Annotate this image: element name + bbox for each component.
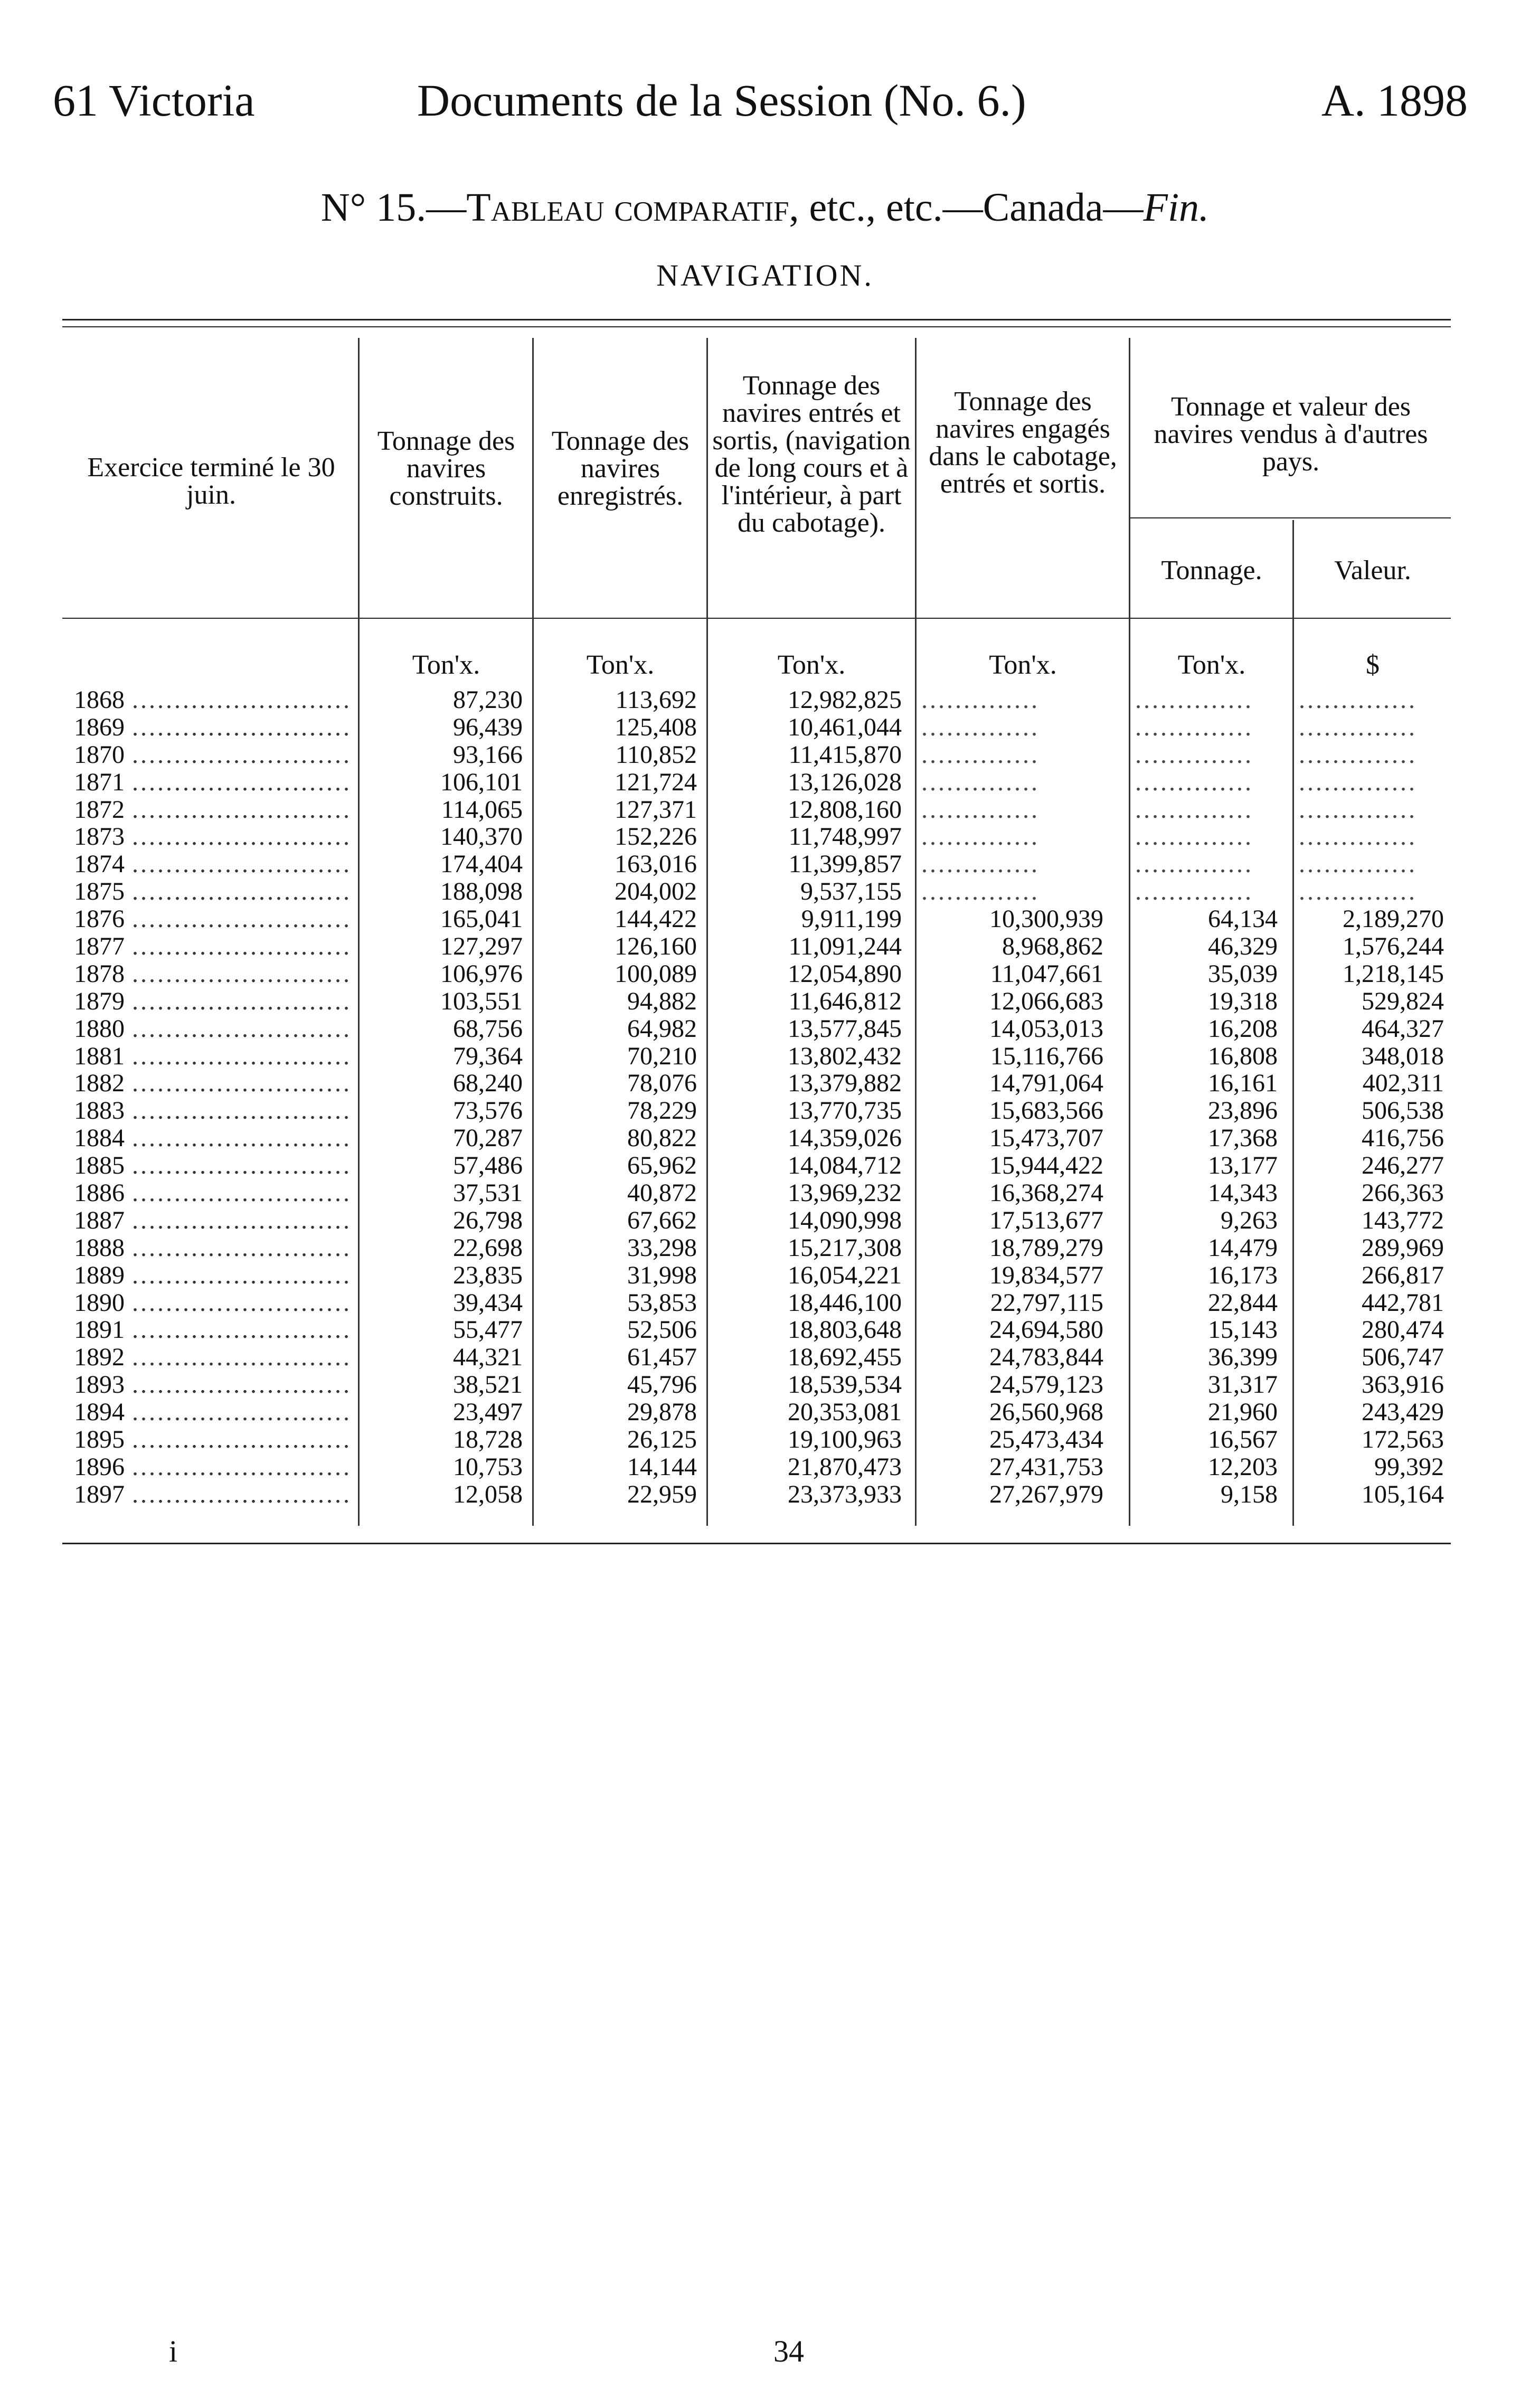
construits-cell: 57,486 — [453, 1152, 523, 1180]
cabotage-cell: 18,789,279 — [989, 1234, 1103, 1262]
enregistres-cell: 113,692 — [615, 686, 697, 714]
construits-cell: 39,434 — [453, 1289, 523, 1317]
leader-dots: .......................... — [132, 1042, 352, 1070]
table-number: N° 15.— — [320, 185, 467, 230]
cabotage-cell: 27,431,753 — [989, 1453, 1103, 1481]
enregistres-cell: 14,144 — [627, 1453, 697, 1481]
header-tonnage: Tonnage. — [1161, 555, 1262, 586]
enregistres-cell: 22,959 — [627, 1480, 697, 1508]
valeur-cell: .............. — [1299, 851, 1417, 879]
cabotage-cell: 27,267,979 — [989, 1480, 1103, 1508]
table-title — [0, 185, 1530, 231]
leader-dots: .......................... — [132, 851, 352, 879]
entres-cell: 13,802,432 — [788, 1042, 902, 1070]
construits-cell: 106,976 — [440, 960, 523, 988]
tonnage-cell: 16,808 — [1208, 1042, 1278, 1070]
running-head — [53, 74, 1468, 132]
construits-cell: 87,230 — [453, 686, 523, 714]
valeur-cell: .............. — [1299, 796, 1417, 824]
enregistres-cell: 53,853 — [627, 1289, 697, 1317]
entres-column — [712, 686, 902, 1508]
cabotage-column — [921, 686, 1103, 1508]
header-rule — [62, 618, 1451, 619]
tonnage-cell: 13,177 — [1208, 1152, 1278, 1180]
construits-cell: 70,287 — [453, 1125, 523, 1153]
cabotage-cell: 24,694,580 — [989, 1316, 1103, 1344]
entres-cell: 18,803,648 — [788, 1316, 902, 1344]
cabotage-cell: 10,300,939 — [989, 905, 1103, 933]
enregistres-cell: 100,089 — [615, 960, 697, 988]
valeur-cell: .............. — [1299, 686, 1417, 714]
tonnage-cell: 9,158 — [1221, 1480, 1278, 1508]
construits-cell: 37,531 — [453, 1179, 523, 1207]
entres-cell: 16,054,221 — [788, 1261, 902, 1289]
header-construits: Tonnage des navires construits. — [377, 426, 515, 511]
tonnage-column — [1135, 686, 1278, 1508]
tonnage-cell: .............. — [1135, 851, 1253, 879]
construits-cell: 103,551 — [440, 987, 523, 1015]
unit-valeur: $ — [1366, 650, 1380, 680]
tonnage-cell: .............. — [1135, 823, 1253, 851]
enregistres-cell: 64,982 — [627, 1015, 697, 1043]
column-divider-5 — [1129, 338, 1130, 1526]
leader-dots: .......................... — [132, 1097, 352, 1125]
enregistres-cell: 204,002 — [615, 878, 697, 906]
enregistres-cell: 126,160 — [615, 933, 697, 960]
cabotage-cell: 15,116,766 — [990, 1042, 1103, 1070]
construits-cell: 55,477 — [453, 1316, 523, 1344]
construits-cell: 44,321 — [453, 1344, 523, 1372]
valeur-cell: 289,969 — [1362, 1234, 1444, 1262]
column-divider-1 — [358, 338, 360, 1526]
running-head-left: 61 Victoria — [53, 75, 255, 126]
enregistres-cell: 78,076 — [627, 1070, 697, 1098]
year-cell: 1877 — [74, 933, 125, 960]
cabotage-cell: 24,579,123 — [989, 1371, 1103, 1399]
entres-cell: 14,359,026 — [788, 1125, 902, 1153]
tonnage-cell: 14,479 — [1208, 1234, 1278, 1262]
valeur-cell: 348,018 — [1362, 1042, 1444, 1070]
table-bottom-rule — [62, 1543, 1451, 1544]
enregistres-cell: 33,298 — [627, 1234, 697, 1262]
construits-column — [364, 686, 523, 1508]
tonnage-cell: 9,263 — [1221, 1206, 1278, 1234]
cabotage-cell: 15,683,566 — [989, 1097, 1103, 1125]
tonnage-cell: .............. — [1135, 741, 1253, 769]
leader-dots: .......................... — [132, 741, 352, 769]
entres-cell: 14,090,998 — [788, 1206, 902, 1234]
year-cell: 1893 — [74, 1371, 125, 1399]
construits-cell: 174,404 — [440, 851, 523, 879]
leader-dots: .......................... — [132, 1234, 352, 1262]
leader-dots: .......................... — [132, 1344, 352, 1372]
enregistres-cell: 78,229 — [627, 1097, 697, 1125]
tonnage-cell: 15,143 — [1208, 1316, 1278, 1344]
enregistres-cell: 31,998 — [627, 1261, 697, 1289]
cabotage-cell: 16,368,274 — [989, 1179, 1103, 1207]
leader-dots: .......................... — [132, 933, 352, 960]
entres-cell: 18,539,534 — [788, 1371, 902, 1399]
enregistres-cell: 70,210 — [627, 1042, 697, 1070]
entres-cell: 12,054,890 — [788, 960, 902, 988]
entres-cell: 13,577,845 — [788, 1015, 902, 1043]
tonnage-cell: .............. — [1135, 878, 1253, 906]
year-cell: 1873 — [74, 823, 125, 851]
year-cell: 1872 — [74, 796, 125, 824]
entres-cell: 13,770,735 — [788, 1097, 902, 1125]
unit-entres: Ton'x. — [777, 650, 846, 680]
entres-cell: 13,126,028 — [788, 768, 902, 796]
year-cell: 1889 — [74, 1261, 125, 1289]
valeur-cell: .............. — [1299, 768, 1417, 796]
year-cell: 1874 — [74, 851, 125, 879]
year-cell: 1880 — [74, 1015, 125, 1043]
tonnage-cell: 64,134 — [1208, 905, 1278, 933]
construits-cell: 106,101 — [440, 768, 523, 796]
construits-cell: 93,166 — [453, 741, 523, 769]
valeur-cell: .............. — [1299, 713, 1417, 741]
valeur-cell: .............. — [1299, 741, 1417, 769]
valeur-cell: 416,756 — [1362, 1125, 1444, 1153]
cabotage-cell: .............. — [921, 851, 1040, 879]
construits-cell: 26,798 — [453, 1206, 523, 1234]
entres-cell: 12,982,825 — [788, 686, 902, 714]
enregistres-cell: 80,822 — [627, 1125, 697, 1153]
entres-cell: 18,446,100 — [788, 1289, 902, 1317]
valeur-cell: 506,747 — [1362, 1344, 1444, 1372]
year-cell: 1876 — [74, 905, 125, 933]
year-cell: 1897 — [74, 1480, 125, 1508]
leader-dots: .......................... — [132, 1371, 352, 1399]
column-divider-3 — [706, 338, 708, 1526]
tonnage-cell: 17,368 — [1208, 1125, 1278, 1153]
valeur-cell: 402,311 — [1362, 1070, 1444, 1098]
tonnage-cell: .............. — [1135, 713, 1253, 741]
header-cabotage: Tonnage des navires engagés dans le cabotage, entrés et sortis. — [929, 386, 1117, 499]
tonnage-cell: 16,161 — [1208, 1070, 1278, 1098]
construits-cell: 23,835 — [453, 1261, 523, 1289]
cabotage-cell: .............. — [921, 878, 1040, 906]
entres-cell: 10,461,044 — [788, 713, 902, 741]
tonnage-cell: .............. — [1135, 768, 1253, 796]
year-cell: 1871 — [74, 768, 125, 796]
valeur-cell: 363,916 — [1362, 1371, 1444, 1399]
year-cell: 1885 — [74, 1152, 125, 1180]
entres-cell: 21,870,473 — [788, 1453, 902, 1481]
cabotage-cell: .............. — [921, 823, 1040, 851]
construits-cell: 96,439 — [453, 713, 523, 741]
table-top-rule — [62, 319, 1451, 320]
leader-dots: .......................... — [132, 1316, 352, 1344]
construits-cell: 188,098 — [440, 878, 523, 906]
valeur-cell: 464,327 — [1362, 1015, 1444, 1043]
header-exercice: Exercice terminé le 30 juin. — [87, 452, 335, 510]
valeur-cell: 99,392 — [1374, 1453, 1444, 1481]
construits-cell: 68,240 — [453, 1070, 523, 1098]
table-top-rule-2 — [62, 326, 1451, 327]
construits-cell: 18,728 — [453, 1426, 523, 1453]
leader-dots: .......................... — [132, 1070, 352, 1098]
leader-dots: .......................... — [132, 1125, 352, 1153]
enregistres-cell: 65,962 — [627, 1152, 697, 1180]
year-cell: 1886 — [74, 1179, 125, 1207]
cabotage-cell: 19,834,577 — [989, 1261, 1103, 1289]
enregistres-cell: 52,506 — [627, 1316, 697, 1344]
unit-construits: Ton'x. — [412, 650, 480, 680]
entres-cell: 23,373,933 — [788, 1480, 902, 1508]
enregistres-cell: 26,125 — [627, 1426, 697, 1453]
entres-cell: 18,692,455 — [788, 1344, 902, 1372]
enregistres-cell: 45,796 — [627, 1371, 697, 1399]
enregistres-cell: 127,371 — [615, 796, 697, 824]
cabotage-cell: 26,560,968 — [989, 1399, 1103, 1427]
cabotage-cell: .............. — [921, 713, 1040, 741]
valeur-column — [1299, 686, 1444, 1508]
footer-left-mark: i — [169, 2334, 178, 2368]
leader-dots: .......................... — [132, 1289, 352, 1317]
leader-dots: .......................... — [132, 1480, 352, 1508]
tonnage-cell: 16,173 — [1208, 1261, 1278, 1289]
cabotage-cell: 15,473,707 — [989, 1125, 1103, 1153]
tonnage-cell: .............. — [1135, 796, 1253, 824]
year-cell: 1881 — [74, 1042, 125, 1070]
year-cell: 1879 — [74, 987, 125, 1015]
leader-dots: .......................... — [132, 1399, 352, 1427]
table-title-main: Tableau comparatif — [466, 185, 789, 230]
cabotage-cell: .............. — [921, 768, 1040, 796]
page-number: 34 — [773, 2334, 804, 2368]
cabotage-cell: 22,797,115 — [990, 1289, 1103, 1317]
running-head-center: Documents de la Session (No. 6.) — [417, 75, 1026, 126]
valeur-cell: 105,164 — [1362, 1480, 1444, 1508]
cabotage-cell: 25,473,434 — [989, 1426, 1103, 1453]
leader-dots: .......................... — [132, 713, 352, 741]
construits-cell: 22,698 — [453, 1234, 523, 1262]
enregistres-cell: 144,422 — [615, 905, 697, 933]
tonnage-cell: 23,896 — [1208, 1097, 1278, 1125]
valeur-cell: .............. — [1299, 878, 1417, 906]
header-vendus: Tonnage et valeur des navires vendus à d'autres pays. — [1154, 392, 1428, 477]
enregistres-cell: 163,016 — [615, 851, 697, 879]
construits-cell: 127,297 — [440, 933, 523, 960]
valeur-cell: 506,538 — [1362, 1097, 1444, 1125]
tonnage-cell: 22,844 — [1208, 1289, 1278, 1317]
column-divider-2 — [532, 338, 534, 1526]
section-title: NAVIGATION. — [656, 258, 874, 292]
entres-cell: 12,808,160 — [788, 796, 902, 824]
construits-cell: 12,058 — [453, 1480, 523, 1508]
tonnage-cell: 36,399 — [1208, 1344, 1278, 1372]
entres-cell: 11,091,244 — [788, 933, 902, 960]
valeur-cell: 2,189,270 — [1343, 905, 1444, 933]
entres-cell: 13,379,882 — [788, 1070, 902, 1098]
tonnage-cell: 21,960 — [1208, 1399, 1278, 1427]
leader-dots: .......................... — [132, 1261, 352, 1289]
unit-cabotage: Ton'x. — [989, 650, 1057, 680]
entres-cell: 11,399,857 — [788, 851, 902, 879]
tonnage-cell: 16,208 — [1208, 1015, 1278, 1043]
leader-dots: .......................... — [132, 960, 352, 988]
cabotage-cell: 24,783,844 — [989, 1344, 1103, 1372]
valeur-cell: 442,781 — [1362, 1289, 1444, 1317]
valeur-cell: .............. — [1299, 823, 1417, 851]
year-cell: 1887 — [74, 1206, 125, 1234]
valeur-cell: 246,277 — [1362, 1152, 1444, 1180]
construits-cell: 79,364 — [453, 1042, 523, 1070]
table-title-rest: , etc., etc.—Canada— — [789, 185, 1144, 230]
cabotage-cell: .............. — [921, 796, 1040, 824]
cabotage-cell: 17,513,677 — [989, 1206, 1103, 1234]
year-cell: 1891 — [74, 1316, 125, 1344]
tonnage-cell: 19,318 — [1208, 987, 1278, 1015]
leader-dots: .......................... — [132, 987, 352, 1015]
entres-cell: 11,748,997 — [788, 823, 902, 851]
column-divider-4 — [915, 338, 917, 1526]
leader-dots: .......................... — [132, 796, 352, 824]
entres-cell: 11,415,870 — [788, 741, 902, 769]
year-column — [74, 686, 132, 1508]
leader-dots: .......................... — [132, 823, 352, 851]
cabotage-cell: 8,968,862 — [1002, 933, 1103, 960]
header-valeur: Valeur. — [1334, 555, 1411, 586]
year-cell: 1875 — [74, 878, 125, 906]
entres-cell: 19,100,963 — [788, 1426, 902, 1453]
entres-cell: 15,217,308 — [788, 1234, 902, 1262]
year-cell: 1870 — [74, 741, 125, 769]
leader-dots: .......................... — [132, 1453, 352, 1481]
year-cell: 1890 — [74, 1289, 125, 1317]
construits-cell: 73,576 — [453, 1097, 523, 1125]
leader-dots: .......................... — [132, 878, 352, 906]
enregistres-cell: 152,226 — [615, 823, 697, 851]
cabotage-cell: 14,791,064 — [989, 1070, 1103, 1098]
leader-dots: .......................... — [132, 1206, 352, 1234]
leader-dots: .......................... — [132, 686, 352, 714]
construits-cell: 68,756 — [453, 1015, 523, 1043]
table-title-fin: Fin. — [1143, 185, 1210, 230]
year-cell: 1869 — [74, 713, 125, 741]
enregistres-cell: 94,882 — [627, 987, 697, 1015]
valeur-cell: 266,817 — [1362, 1261, 1444, 1289]
leader-dots: .......................... — [132, 768, 352, 796]
header-enregistres: Tonnage des navires enregistrés. — [551, 426, 690, 511]
tonnage-cell: 14,343 — [1208, 1179, 1278, 1207]
valeur-cell: 266,363 — [1362, 1179, 1444, 1207]
construits-cell: 165,041 — [440, 905, 523, 933]
cabotage-cell: 14,053,013 — [989, 1015, 1103, 1043]
unit-enregistres: Ton'x. — [586, 650, 655, 680]
construits-cell: 140,370 — [440, 823, 523, 851]
leader-dots: .......................... — [132, 905, 352, 933]
valeur-cell: 529,824 — [1362, 987, 1444, 1015]
tonnage-cell: 31,317 — [1208, 1371, 1278, 1399]
header-entres: Tonnage des navires entrés et sortis, (navigation de long cours et à l'intérieur, à part du cabotage). — [712, 371, 911, 538]
entres-cell: 20,353,081 — [788, 1399, 902, 1427]
entres-cell: 13,969,232 — [788, 1179, 902, 1207]
enregistres-cell: 125,408 — [615, 713, 697, 741]
enregistres-cell: 110,852 — [615, 741, 697, 769]
running-head-right: A. 1898 — [1321, 75, 1468, 126]
year-cell: 1883 — [74, 1097, 125, 1125]
leader-dots: .......................... — [132, 1179, 352, 1207]
valeur-cell: 1,576,244 — [1343, 933, 1444, 960]
enregistres-cell: 67,662 — [627, 1206, 697, 1234]
tonnage-cell: 16,567 — [1208, 1426, 1278, 1453]
valeur-cell: 172,563 — [1362, 1426, 1444, 1453]
enregistres-column — [539, 686, 697, 1508]
year-cell: 1868 — [74, 686, 125, 714]
valeur-cell: 243,429 — [1362, 1399, 1444, 1427]
construits-cell: 10,753 — [453, 1453, 523, 1481]
year-cell: 1894 — [74, 1399, 125, 1427]
year-cell: 1888 — [74, 1234, 125, 1262]
valeur-cell: 1,218,145 — [1343, 960, 1444, 988]
leader-dots: .......................... — [132, 1152, 352, 1180]
cabotage-cell: .............. — [921, 741, 1040, 769]
year-cell: 1892 — [74, 1344, 125, 1372]
unit-tonnage: Ton'x. — [1177, 650, 1246, 680]
year-cell: 1895 — [74, 1426, 125, 1453]
entres-cell: 14,084,712 — [788, 1152, 902, 1180]
leader-dots-column — [132, 686, 354, 1508]
enregistres-cell: 121,724 — [615, 768, 697, 796]
cabotage-cell: .............. — [921, 686, 1040, 714]
tonnage-cell: 35,039 — [1208, 960, 1278, 988]
entres-cell: 9,911,199 — [801, 905, 902, 933]
valeur-cell: 280,474 — [1362, 1316, 1444, 1344]
enregistres-cell: 40,872 — [627, 1179, 697, 1207]
enregistres-cell: 61,457 — [627, 1344, 697, 1372]
subheader-rule — [1129, 517, 1451, 518]
construits-cell: 38,521 — [453, 1371, 523, 1399]
year-cell: 1882 — [74, 1070, 125, 1098]
year-cell: 1884 — [74, 1125, 125, 1153]
entres-cell: 9,537,155 — [800, 878, 902, 906]
cabotage-cell: 12,066,683 — [989, 987, 1103, 1015]
year-cell: 1896 — [74, 1453, 125, 1481]
leader-dots: .......................... — [132, 1015, 352, 1043]
enregistres-cell: 29,878 — [627, 1399, 697, 1427]
construits-cell: 23,497 — [453, 1399, 523, 1427]
column-divider-6 — [1292, 520, 1294, 1526]
valeur-cell: 143,772 — [1362, 1206, 1444, 1234]
cabotage-cell: 15,944,422 — [989, 1152, 1103, 1180]
cabotage-cell: 11,047,661 — [990, 960, 1103, 988]
tonnage-cell: 46,329 — [1208, 933, 1278, 960]
tonnage-cell: .............. — [1135, 686, 1253, 714]
entres-cell: 11,646,812 — [788, 987, 902, 1015]
construits-cell: 114,065 — [441, 796, 523, 824]
tonnage-cell: 12,203 — [1208, 1453, 1278, 1481]
year-cell: 1878 — [74, 960, 125, 988]
leader-dots: .......................... — [132, 1426, 352, 1453]
